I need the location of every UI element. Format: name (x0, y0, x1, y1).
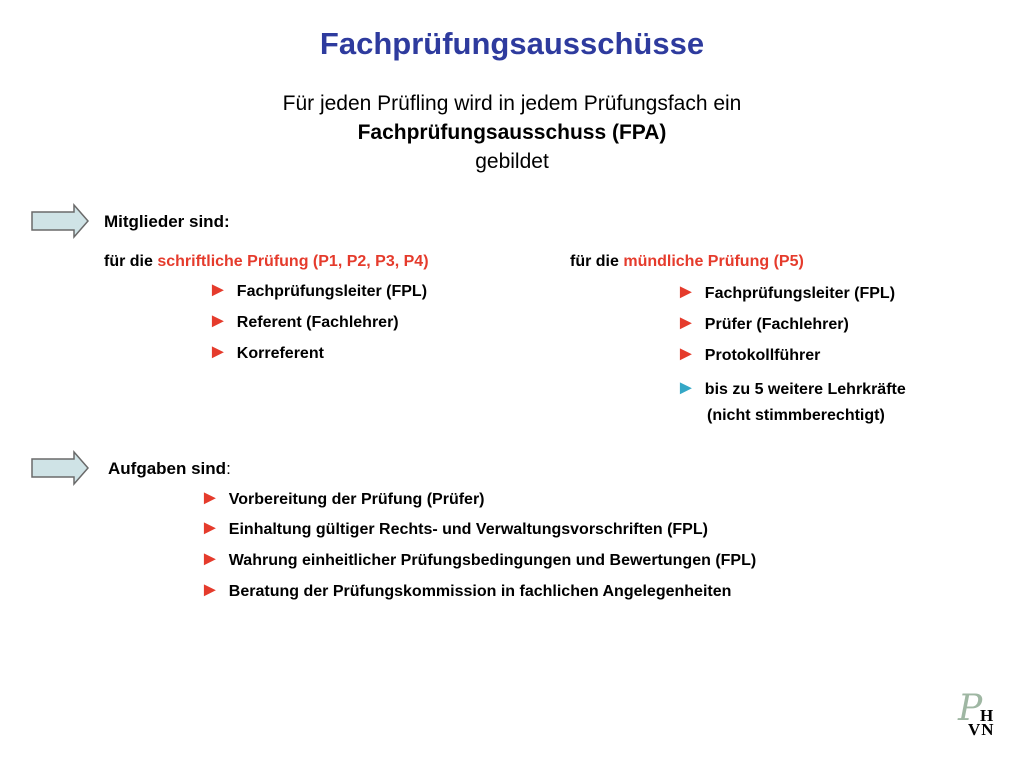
task-item-label: Vorbereitung der Prüfung (Prüfer) (228, 491, 485, 508)
bullet-triangle-icon: ► (676, 343, 696, 365)
bullet-triangle-icon: ► (200, 579, 220, 601)
oral-prefix: für die (570, 253, 624, 270)
bullet-triangle-icon: ► (200, 548, 220, 570)
task-item (200, 517, 708, 540)
written-item (208, 310, 399, 333)
bullet-triangle-icon: ► (208, 310, 228, 332)
task-item (200, 487, 485, 510)
logo-script-letter: P (958, 688, 983, 729)
tasks-heading-label: Aufgaben sind (108, 459, 227, 478)
oral-extra-item (676, 377, 906, 400)
oral-item (676, 281, 895, 304)
block-arrow-right-icon (30, 203, 90, 239)
oral-extra-note-label: (nicht stimmberechtigt) (707, 407, 885, 424)
written-exam-heading (104, 253, 429, 271)
intro-line-3: gebildet (475, 150, 549, 173)
bullet-triangle-icon: ► (208, 279, 228, 301)
written-prefix: für die (104, 253, 158, 270)
written-item-label: Korreferent (236, 345, 324, 362)
oral-item-label: Fachprüfungsleiter (FPL) (704, 285, 896, 302)
page-title: Fachprüfungsausschüsse (319, 26, 705, 61)
bullet-triangle-icon: ► (200, 517, 220, 539)
task-item (200, 579, 731, 602)
intro-line-1: Für jeden Prüfling wird in jedem Prüfungsfach ein (282, 92, 742, 115)
written-item-label: Referent (Fachlehrer) (236, 314, 399, 331)
members-heading: Mitglieder sind: (104, 212, 230, 231)
written-item (208, 341, 324, 364)
bullet-triangle-blue-icon: ► (676, 377, 696, 399)
tasks-heading (108, 459, 231, 479)
bullet-triangle-icon: ► (676, 281, 696, 303)
task-item-label: Einhaltung gültiger Rechts- und Verwaltungsvorschriften (FPL) (228, 521, 708, 538)
oral-extra-label: bis zu 5 weitere Lehrkräfte (704, 381, 906, 398)
bullet-triangle-icon: ► (676, 312, 696, 334)
tasks-heading-colon: : (226, 459, 231, 478)
task-item (200, 548, 756, 571)
written-item (208, 279, 427, 302)
oral-highlight: mündliche Prüfung (P5) (623, 253, 804, 270)
oral-extra-note (707, 407, 885, 425)
written-item-label: Fachprüfungsleiter (FPL) (236, 283, 428, 300)
task-item-label: Beratung der Prüfungskommission in fachlichen Angelegenheiten (228, 583, 732, 600)
oral-item (676, 343, 820, 366)
logo-letter-h: H (980, 706, 994, 725)
intro-line-2: Fachprüfungsausschuss (FPA) (357, 121, 667, 144)
bullet-triangle-icon: ► (200, 487, 220, 509)
bullet-triangle-icon: ► (208, 341, 228, 363)
written-highlight: schriftliche Prüfung (P1, P2, P3, P4) (157, 253, 429, 270)
oral-item (676, 312, 849, 335)
block-arrow-right-icon (30, 450, 90, 486)
oral-item-label: Prüfer (Fachlehrer) (704, 316, 849, 333)
oral-exam-heading (570, 253, 804, 271)
task-item-label: Wahrung einheitlicher Prüfungsbedingungen und Bewertungen (FPL) (228, 552, 757, 569)
oral-item-label: Protokollführer (704, 347, 821, 364)
logo-letters-vn: VN (968, 720, 995, 739)
school-logo (958, 688, 1002, 740)
